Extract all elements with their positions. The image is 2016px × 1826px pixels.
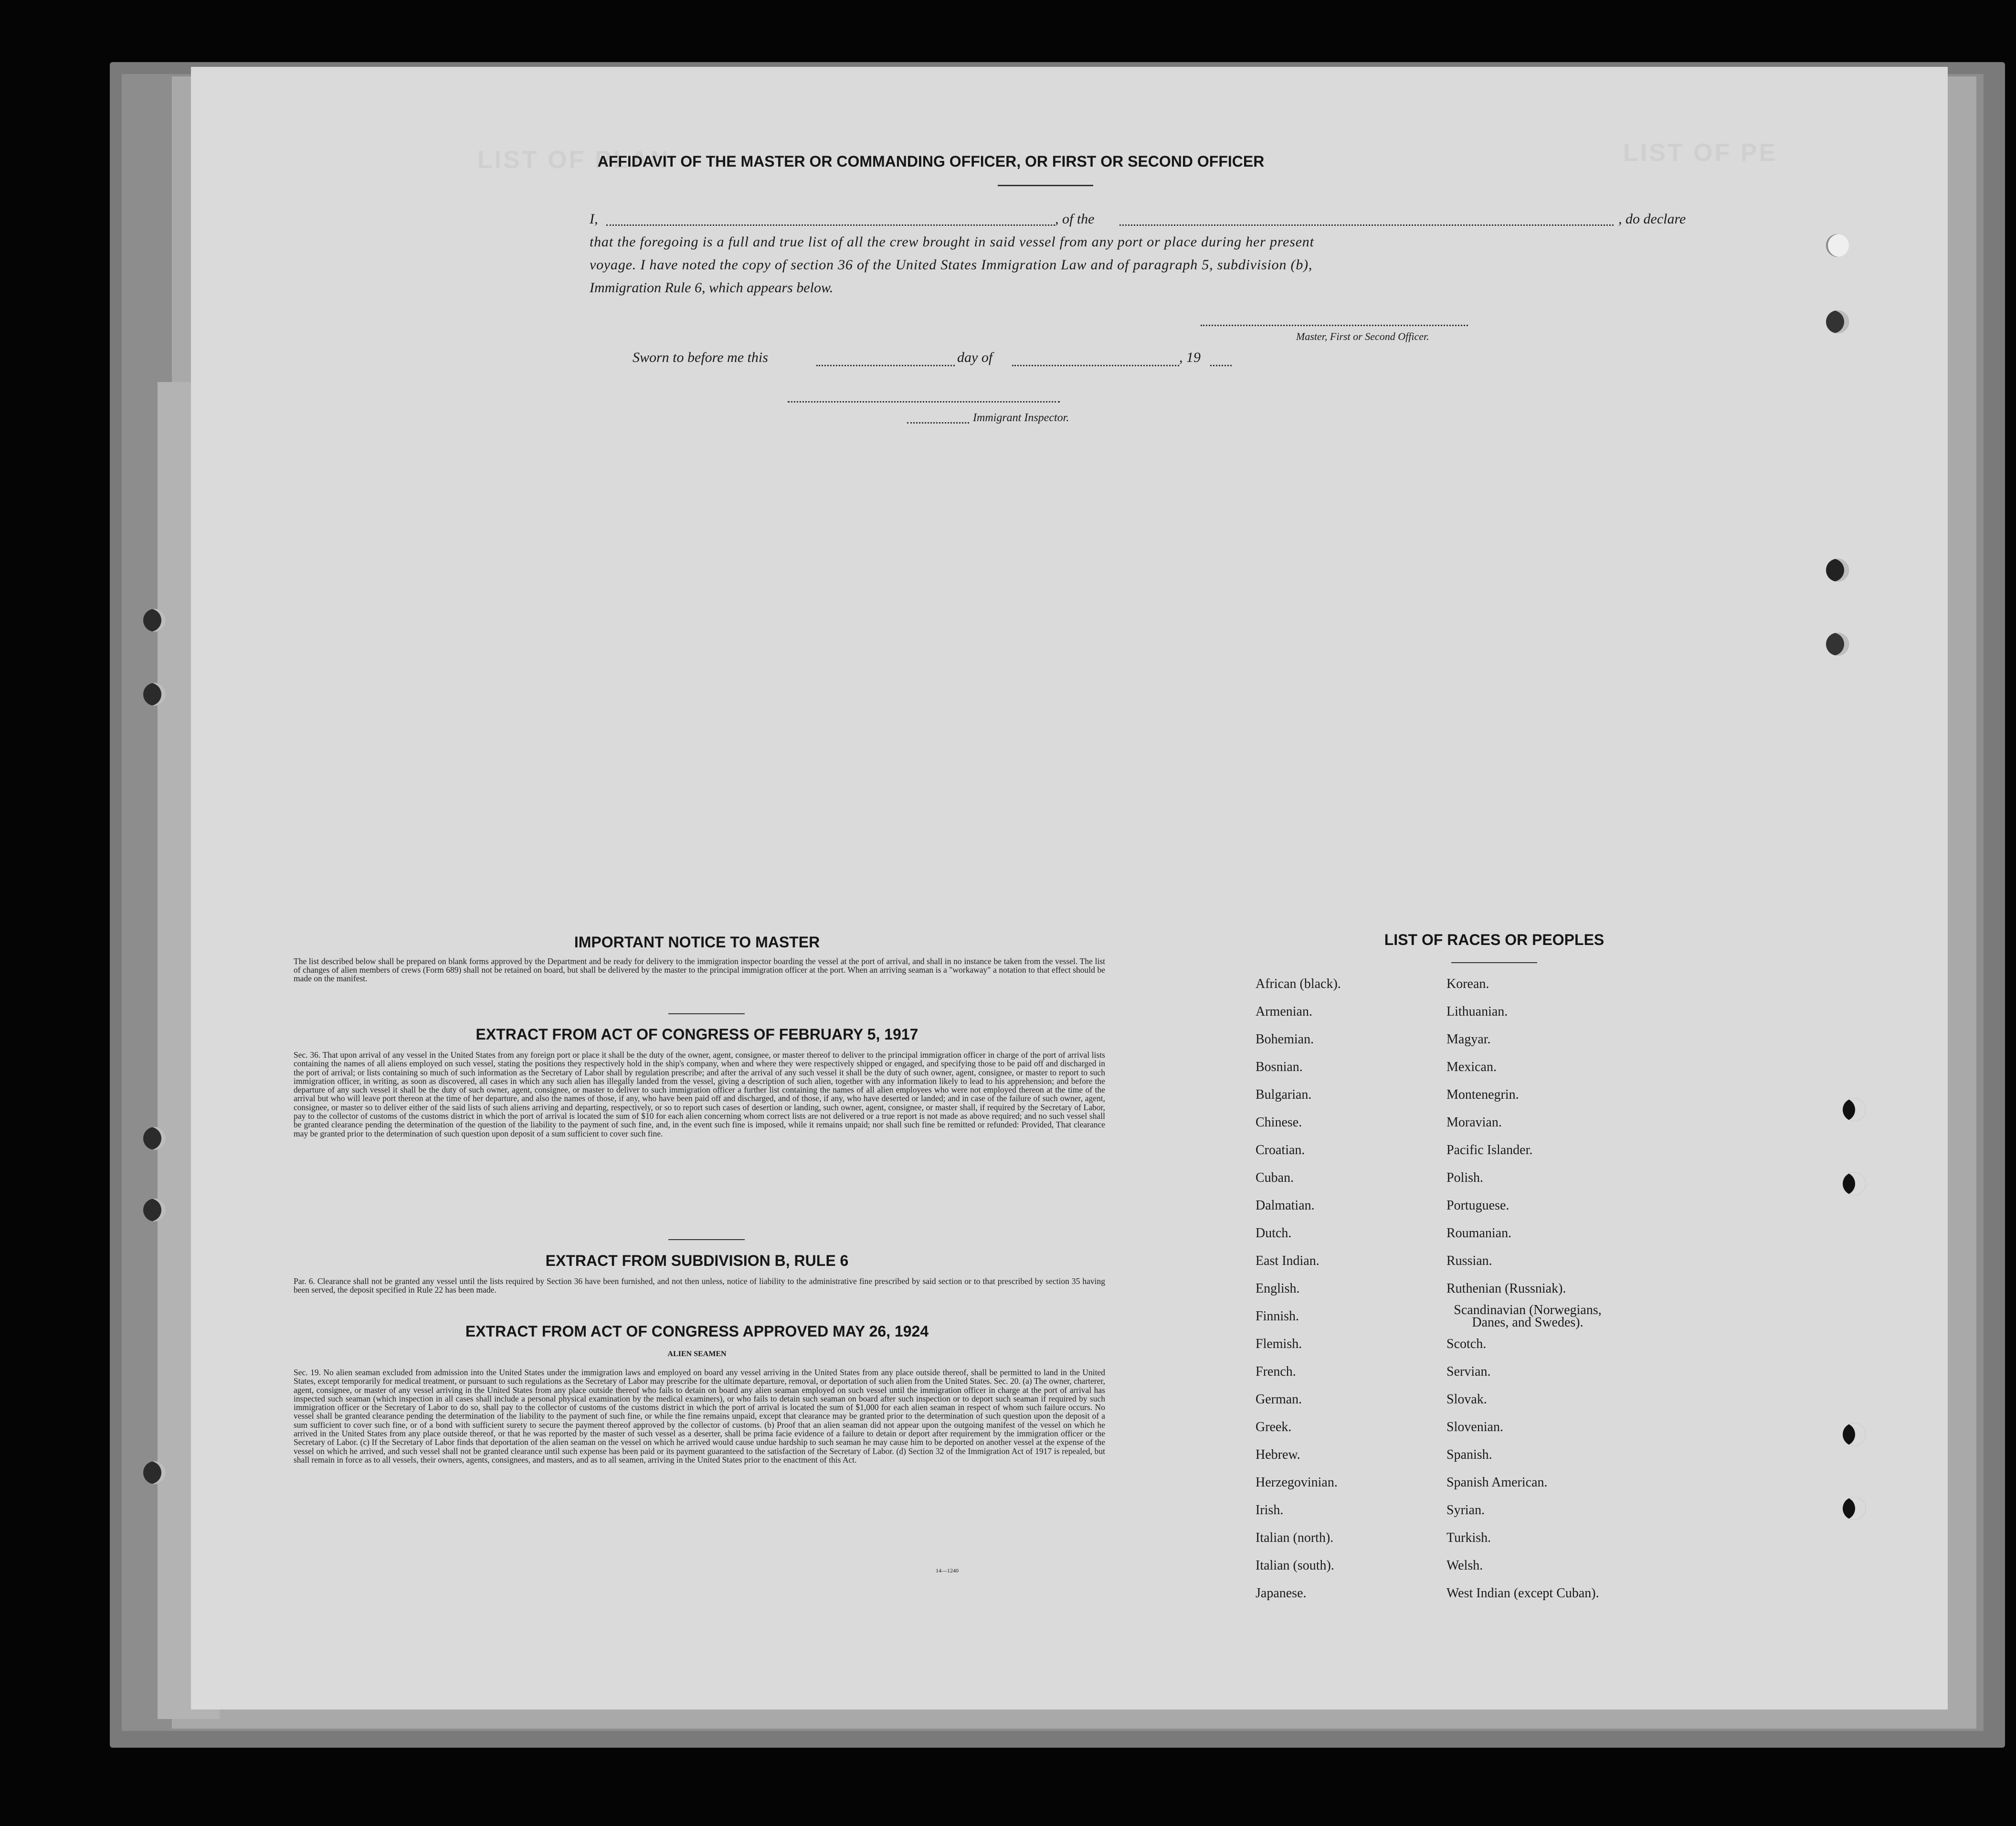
race-entry: Mexican. bbox=[1446, 1060, 1497, 1074]
race-entry: English. bbox=[1256, 1281, 1300, 1296]
race-entry: Dalmatian. bbox=[1256, 1198, 1315, 1213]
race-entry: German. bbox=[1256, 1392, 1302, 1407]
binder-hole bbox=[1826, 310, 1849, 333]
extract-1924-subtitle: ALIEN SEAMEN bbox=[667, 1350, 727, 1358]
race-entry: Italian (north). bbox=[1256, 1530, 1334, 1545]
extract-1924-title: EXTRACT FROM ACT OF CONGRESS APPROVED MAY 26, 1924 bbox=[465, 1323, 929, 1340]
race-entry: Moravian. bbox=[1446, 1115, 1502, 1130]
manifest-back-page bbox=[191, 67, 1948, 1709]
affidavit-title: AFFIDAVIT OF THE MASTER OR COMMANDING OFFICER, OR FIRST OR SECOND OFFICER bbox=[597, 153, 1265, 170]
binder-hole bbox=[1843, 1423, 1866, 1446]
race-entry: Finnish. bbox=[1256, 1309, 1299, 1324]
name-blank[interactable] bbox=[606, 224, 1055, 226]
race-entry: Spanish. bbox=[1446, 1447, 1492, 1462]
binder-hole bbox=[143, 1127, 166, 1150]
race-entry: Roumanian. bbox=[1446, 1226, 1512, 1241]
extract-rule6-title: EXTRACT FROM SUBDIVISION B, RULE 6 bbox=[545, 1252, 849, 1269]
affidavit-body-line: that the foregoing is a full and true list of all the crew brought in said vessel from any port or place during her present bbox=[590, 234, 1314, 250]
race-entry: Hebrew. bbox=[1256, 1447, 1300, 1462]
binder-hole bbox=[143, 1461, 166, 1484]
race-entry: Montenegrin. bbox=[1446, 1087, 1519, 1102]
race-entry: Pacific Islander. bbox=[1446, 1143, 1533, 1157]
race-entry: Slovenian. bbox=[1446, 1420, 1503, 1434]
affidavit-do-declare: , do declare bbox=[1618, 211, 1686, 227]
extract-1924-body: Sec. 19. No alien seaman excluded from admission into the United States under the immigration laws and employed on board any vessel arriving in the United States from any place outside thereof, shall be permitted to land in the United States, except temporarily for medical treatment, or pursuant to such regulations as the Secretary of Labor may prescribe for the ultimate departure, removal, or deportation of such alien from the United States. Sec. 20. (a) The owner, charterer, agent, consignee, or master of any vessel arriving in the United States from any place outside thereof who fails to detain on board any alien seaman employed on such vessel until the immigration officer in charge at the port of arrival has inspected such seaman (which inspection in all cases shall include a personal physical examination by the medical examiners), or who fails to detain such seaman on board after such inspection or to deport such seaman if required by such immigration officer or the Secretary of Labor to do so, shall pay to the collector of customs of the customs district in which the port of arrival is located the sum of $1,000 for each alien seaman in respect of whom such failure occurs. No vessel shall be granted clearance pending the determination of the liability to the payment of such fine, or while the fine remains unpaid, except that clearance may be granted prior to the determination of such question upon the deposit of a sum sufficient to cover such fine, or of a bond with sufficient surety to secure the payment thereof approved by the collector of customs. (b) Proof that an alien seaman did not appear upon the outgoing manifest of the vessel on which he arrived in the United States from any place outside thereof, or that he was reported by the master of such vessel as a deserter, shall be prima facie evidence of a failure to detain or deport after requirement by the immigration officer or the Secretary of Labor. (c) If the Secretary of Labor finds that deportation of the alien seaman on the vessel on which he arrived would cause undue hardship to such seaman he may cause him to be deported on another vessel at the expense of the vessel on which he arrived, and such vessel shall not be granted clearance until such expense has been paid or its payment guaranteed to the satisfaction of the Secretary of Labor. (d) Section 32 of the Immigration Act of 1917 is repealed, but shall remain in force as to all vessels, their owners, agents, consignees, and masters, and as to all seamen, arriving in the United States prior to the enactment of this Act. bbox=[294, 1368, 1105, 1465]
race-entry: Polish. bbox=[1446, 1170, 1484, 1185]
affidavit-body-line: Immigration Rule 6, which appears below. bbox=[590, 280, 834, 296]
race-entry: Flemish. bbox=[1256, 1337, 1302, 1351]
race-entry: Japanese. bbox=[1256, 1586, 1307, 1601]
race-entry: Croatian. bbox=[1256, 1143, 1305, 1157]
race-entry: Spanish American. bbox=[1446, 1475, 1548, 1490]
binder-hole bbox=[143, 609, 166, 632]
race-entry: Armenian. bbox=[1256, 1004, 1312, 1019]
race-entry: Scandinavian (Norwegians, Danes, and Swedes). bbox=[1454, 1303, 1602, 1330]
binder-hole bbox=[1826, 559, 1849, 582]
affidavit-of-the: , of the bbox=[1055, 211, 1095, 227]
race-entry: African (black). bbox=[1256, 977, 1341, 991]
race-entry: Servian. bbox=[1446, 1364, 1491, 1379]
binder-hole bbox=[1826, 234, 1849, 257]
sworn-year: , 19 bbox=[1179, 350, 1201, 365]
binder-hole bbox=[1843, 1098, 1866, 1121]
race-entry: Turkish. bbox=[1446, 1530, 1491, 1545]
inspector-signature-line[interactable] bbox=[788, 401, 1060, 403]
affidavit-body-line: voyage. I have noted the copy of section 36 of the United States Immigration Law and of paragraph 5, subdivision (b), bbox=[590, 257, 1313, 273]
races-title: LIST OF RACES OR PEOPLES bbox=[1384, 931, 1604, 948]
sworn-month-blank[interactable] bbox=[1012, 365, 1179, 366]
form-number: 14—1240 bbox=[936, 1567, 959, 1574]
master-signature-label: Master, First or Second Officer. bbox=[1296, 330, 1429, 342]
binder-hole bbox=[1843, 1172, 1866, 1195]
race-entry: Bosnian. bbox=[1256, 1060, 1303, 1074]
sworn-day-blank[interactable] bbox=[816, 365, 955, 366]
extract-1917-body: Sec. 36. That upon arrival of any vessel in the United States from any foreign port or place it shall be the duty of the owner, agent, consignee, or master thereof to deliver to the principal immigration officer in charge of the port of arrival lists containing the names of all aliens employed on such vessel, stating the positions they respectively hold in the ship's company, when and where they were respectively shipped or engaged, and specifying those to be paid off and discharged in the port of arrival; or lists containing so much of such information as the Secretary of Labor shall by regulation prescribe; and after the arrival of any such vessel it shall be the duty of such owner, agent, consignee, or master to report to such immigration officer, in writing, as soon as discovered, all cases in which any such alien has illegally landed from the vessel, giving a description of such alien, together with any information likely to lead to his apprehension; and before the departure of any such vessel it shall be the duty of such owner, agent, consignee, or master to deliver to such immigration officer a further list containing the names of all alien employees who were not employed thereon at the time of the arrival but who will leave port thereon at the time of her departure, and also the names of those, if any, who have been paid off and discharged, and of those, if any, who have deserted or landed; and in case of the failure of such owner, agent, consignee, or master so to deliver either of the said lists of such aliens arriving and departing, respectively, or so to report such cases of desertion or landing, such owner, agent, consignee, or master shall, if required by the Secretary of Labor, pay to the collector of customs of the customs district in which the port of arrival is located the sum of $10 for each alien concerning whom correct lists are not delivered or a true report is not made as above required; and no such vessel shall be granted clearance pending the determination of the question of the liability to the payment of such fine, and, in the event such fine is imposed, while it remains unpaid; nor shall such fine be remitted or refunded: Provided, That clearance may be granted prior to the determination of such question upon deposit of a sum sufficient to cover such fine. bbox=[294, 1050, 1105, 1138]
race-entry: Greek. bbox=[1256, 1420, 1292, 1434]
race-entry: Bohemian. bbox=[1256, 1032, 1314, 1047]
sworn-prefix: Sworn to before me this bbox=[633, 350, 768, 365]
section-rule bbox=[668, 1239, 745, 1240]
race-entry: Bulgarian. bbox=[1256, 1087, 1312, 1102]
sworn-year-blank[interactable] bbox=[1210, 365, 1232, 366]
binder-hole bbox=[143, 1199, 166, 1221]
race-entry: Slovak. bbox=[1446, 1392, 1487, 1407]
race-entry: Korean. bbox=[1446, 977, 1489, 991]
race-entry: Magyar. bbox=[1446, 1032, 1491, 1047]
binder-hole bbox=[143, 683, 166, 706]
title-rule bbox=[998, 185, 1093, 186]
binder-hole bbox=[1826, 633, 1849, 656]
race-entry: Russian. bbox=[1446, 1253, 1492, 1268]
race-entry: Irish. bbox=[1256, 1503, 1284, 1518]
race-entry: Welsh. bbox=[1446, 1558, 1483, 1573]
extract-rule6-body: Par. 6. Clearance shall not be granted any vessel until the lists required by Section 36 have been furnished, and not then unless, notice of liability to the administrative fine prescribed by said section or to that prescribed by section 35 having been served, the deposit specified in Rule 22 has been made. bbox=[294, 1276, 1105, 1295]
affidavit-i: I, bbox=[590, 211, 598, 227]
vessel-blank[interactable] bbox=[1119, 224, 1614, 226]
race-entry: Herzegovinian. bbox=[1256, 1475, 1338, 1490]
bleed-through-text: LIST OF PLAN bbox=[477, 146, 670, 174]
sworn-day-of: day of bbox=[957, 350, 993, 365]
race-entry: East Indian. bbox=[1256, 1253, 1319, 1268]
binder-hole bbox=[1843, 1497, 1866, 1520]
notice-body: The list described below shall be prepared on blank forms approved by the Department and be ready for delivery to the immigration inspector boarding the vessel at the port of arrival, and shall in no instance be taken from the vessel. The list of changes of alien members of crews (Form 689) shall not be retained on board, but shall be delivered by the master to the principal immigration officer at the port. When an arriving seaman is a "workaway" a notation to that effect should be made on the manifest. bbox=[294, 956, 1105, 983]
race-entry: Chinese. bbox=[1256, 1115, 1302, 1130]
race-entry: French. bbox=[1256, 1364, 1296, 1379]
master-signature-line[interactable] bbox=[1201, 325, 1468, 326]
bleed-through-text: LIST OF PE bbox=[1623, 139, 1778, 167]
extract-1917-title: EXTRACT FROM ACT OF CONGRESS OF FEBRUARY 5, 1917 bbox=[475, 1026, 918, 1043]
inspector-label: Immigrant Inspector. bbox=[973, 412, 1069, 424]
race-entry: Scotch. bbox=[1446, 1337, 1487, 1351]
race-entry: Dutch. bbox=[1256, 1226, 1292, 1241]
race-entry: Ruthenian (Russniak). bbox=[1446, 1281, 1566, 1296]
race-entry: Syrian. bbox=[1446, 1503, 1485, 1518]
race-entry: Lithuanian. bbox=[1446, 1004, 1508, 1019]
title-rule bbox=[1451, 962, 1537, 963]
race-entry: West Indian (except Cuban). bbox=[1446, 1586, 1599, 1601]
race-entry: Italian (south). bbox=[1256, 1558, 1334, 1573]
notice-title: IMPORTANT NOTICE TO MASTER bbox=[574, 934, 820, 951]
inspector-dot-lead bbox=[907, 422, 969, 424]
race-entry: Cuban. bbox=[1256, 1170, 1294, 1185]
race-entry: Portuguese. bbox=[1446, 1198, 1509, 1213]
section-rule bbox=[668, 1013, 745, 1014]
